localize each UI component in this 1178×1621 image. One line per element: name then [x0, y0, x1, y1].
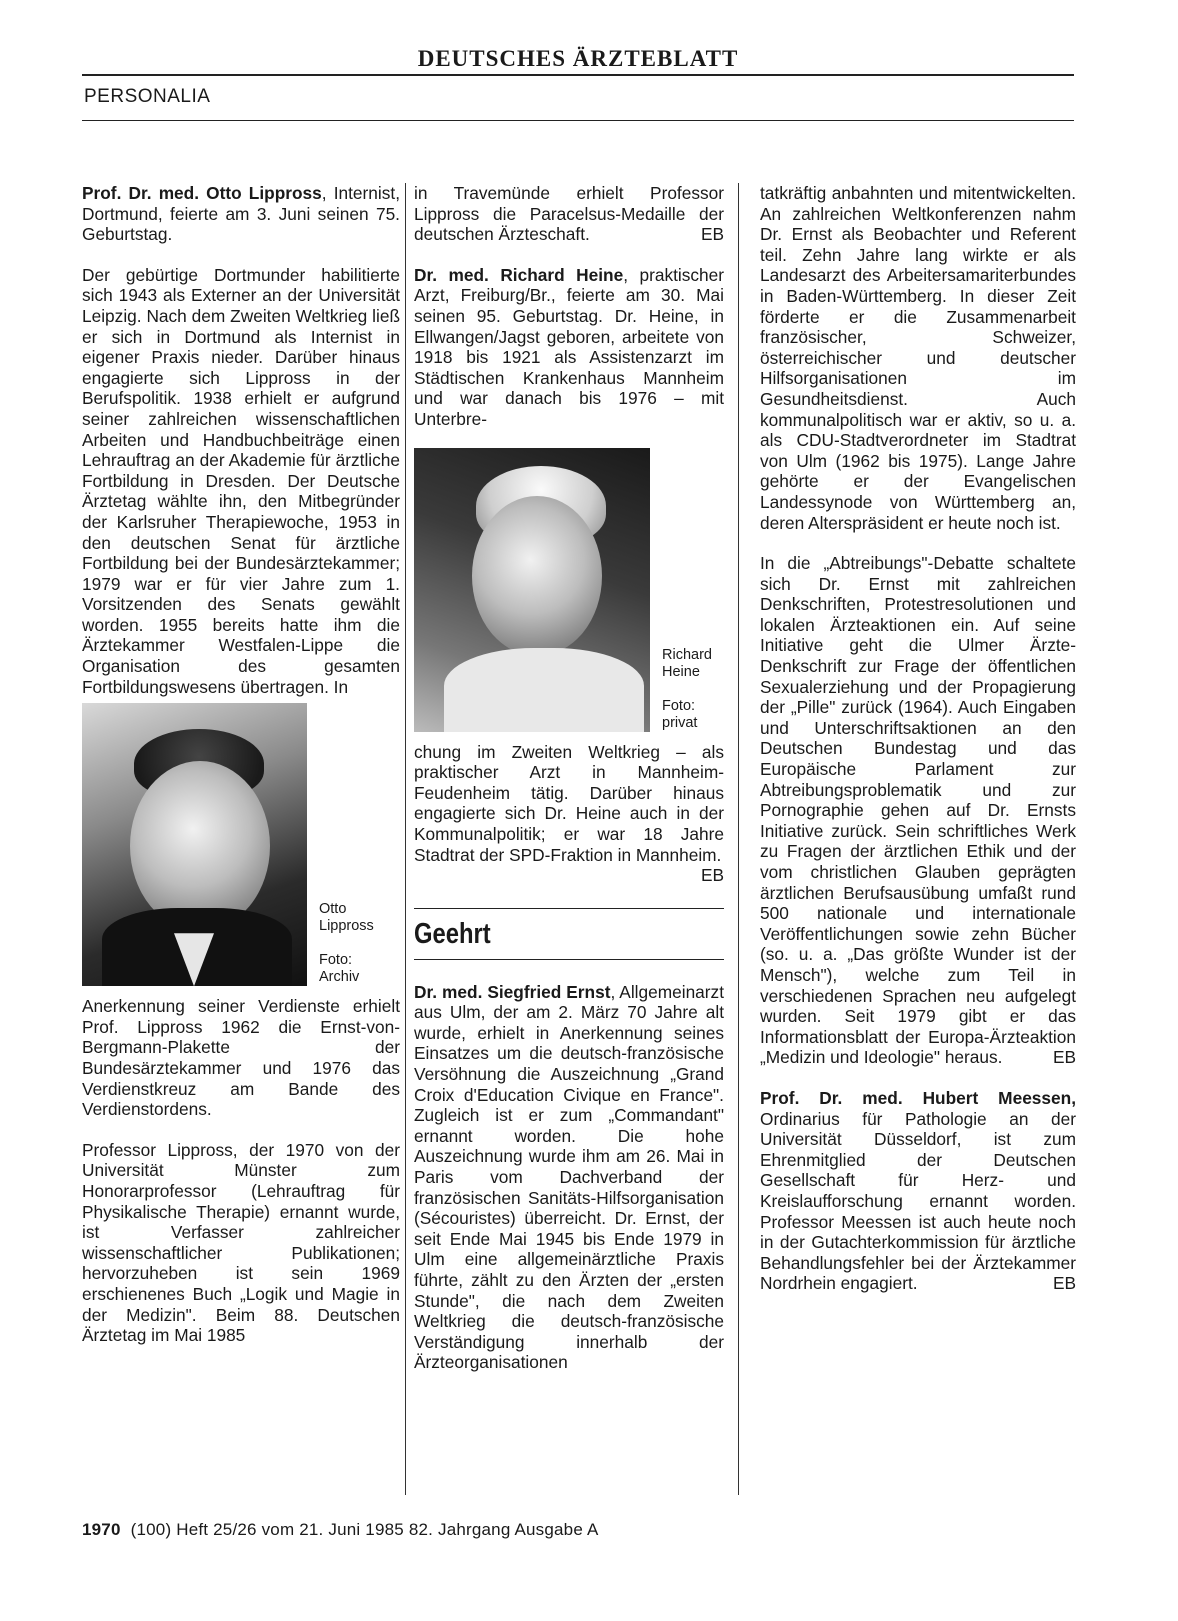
person-name: Dr. med. Richard Heine — [414, 264, 624, 285]
article-paragraph: Der gebürtige Dortmunder habilitierte sich 1943 als Externer an der Universität Leipzig. Nach dem Zweiten Weltkrieg ließ er sich in Dortmund als Internist in eigener Praxis nieder. Darüber hinaus engagierte sich Lippross in der Berufspolitik. 1938 erhielt er aufgrund seiner zahlreichen wissenschaftlichen Arbeiten und Handbuchbeiträge einen Lehrauftrag an der Akademie für ärztliche Fortbildung in Dresden. Der Deutsche Ärztetag wählte ihn, den Mitbegründer der Karlsruher Therapiewoche, 1953 in den deutschen Senat für ärztliche Fortbildung bei der Bundesärztekammer; 1979 war er für vier Jahre zum 1. Vorsitzenden des Senats gewählt worden. 1955 bereits hatte ihm die Ärztekammer Westfalen-Lippe die Organisation des gesamten Fortbildungswesens übertragen. In — [82, 264, 400, 697]
column-3 — [760, 183, 1076, 1493]
article-paragraph: chung im Zweiten Weltkrieg – als praktischer Arzt in Mannheim-Feudenheim tätig. Darüber hinaus engagierte sich Dr. Heine auch in der Kommunalpolitik; er war 18 Jahre Stadtrat der SPD-Fraktion in Mannheim. EB — [414, 741, 724, 886]
photo-caption: Otto Lippross Foto: Archiv — [319, 901, 374, 986]
photo-figure-heine — [414, 448, 724, 732]
heading-rule — [414, 908, 724, 909]
person-name: Prof. Dr. med. Hubert Meessen, — [760, 1087, 1076, 1108]
heading-rule — [414, 959, 724, 960]
article-ernst-intro: Dr. med. Siegfried Ernst, Allgemeinarzt aus Ulm, der am 2. März 70 Jahre alt wurde, erhielt in Anerkennung seines Einsatzes um die deutsch-französische Versöhnung die Auszeichnung „Grand Croix d'Education Civique en France". Zugleich ist er zum „Commandant" ernannt worden. Die hohe Auszeichnung wurde ihm am 26. Mai in Paris vom Dachverband der französischen Sanitäts-Hilfsorganisation (Sécouristes) überreicht. Dr. Ernst, der seit Ende Mai 1945 bis Ende 1979 in Ulm eine allgemeinärztliche Praxis führte, zählt zu den Ärzten der „ersten Stunde", die nach dem Zweiten Weltkrieg die deutsch-französische Verständigung innerhalb der Ärzteorganisationen — [414, 981, 724, 1373]
column-1 — [82, 183, 400, 1493]
article-paragraph: Anerkennung seiner Verdienste erhielt Prof. Lippross 1962 die Ernst-von-Bergmann-Plakette der Bundesärztekammer und 1976 das Verdienstkreuz am Bande des Verdienstordens. — [82, 996, 400, 1120]
person-name: Dr. med. Siegfried Ernst — [414, 981, 611, 1002]
author-signature: EB — [700, 865, 724, 886]
section-label: PERSONALIA — [84, 86, 211, 107]
article-paragraph: In die „Abtreibungs"-Debatte schaltete sich Dr. Ernst mit zahlreichen Denkschriften, Protestresolutionen und lokalen Ärzteaktionen ein. Auf seine Initiative geht die Ulmer Ärzte-Denkschrift zur Frage der öffentlichen Sexualerziehung und der Propagierung der „Pille" zurück (1964). Auch Eingaben und Unterschriftsaktionen an den Deutschen Bundestag und das Europäische Parlament zur Abtreibungsproblematik und zur Pornographie gehen auf Dr. Ernsts Initiative zurück. Sein schriftliches Werk zu Fragen der ärztlichen Ethik und der vom christlichen Glauben geprägten ärztlichen Berufsausübung umfaßt rund 500 nationale und internationale Veröffentlichungen sowie zehn Bücher (so. u. a. „Das größte Wunder ist der Mensch"), welche zum Teil in verschiedenen Sprachen neu aufgelegt wurden. Seit 1979 gibt er das Informationsblatt der Europa-Ärzteaktion „Medizin und Ideologie" heraus. EB — [760, 553, 1076, 1068]
column-divider — [405, 183, 406, 1495]
column-divider — [738, 183, 739, 1495]
author-signature: EB — [1052, 1047, 1076, 1068]
section-heading: Geehrt — [414, 917, 491, 950]
photo-caption: Richard Heine Foto: privat — [662, 646, 712, 731]
column-2 — [414, 183, 724, 1493]
photo-figure-lippross — [82, 703, 400, 986]
author-signature: EB — [1052, 1273, 1076, 1294]
article-paragraph: in Travemünde erhielt Professor Lippross die Paracelsus-Medaille der deutschen Ärzteschaft. EB — [414, 183, 724, 245]
page-footer — [82, 1520, 599, 1540]
journal-title: DEUTSCHES ÄRZTEBLATT — [417, 46, 739, 71]
portrait-photo — [82, 703, 307, 986]
article-paragraph: Professor Lippross, der 1970 von der Universität Münster zum Honorarprofessor (Lehrauftrag für Physikalische Therapie) ernannt wurde, ist Verfasser zahlreicher wissenschaftlicher Publikationen; hervorzuheben ist sein 1969 erschienenes Buch „Logik und Magie in der Medizin". Beim 88. Deutschen Ärztetag im Mai 1985 — [82, 1139, 400, 1346]
article-meessen: Prof. Dr. med. Hubert Meessen, Ordinarius für Pathologie an der Universität Düsseldorf, ist zum Ehrenmitglied der Deutschen Gesellschaft für Herz- und Kreislaufforschung ernannt worden. Professor Meessen ist auch heute noch in der Gutachterkommission für ärztliche Behandlungsfehler bei der Ärztekammer Nordrhein engagiert. EB — [760, 1087, 1076, 1294]
person-name: Prof. Dr. med. Otto Lippross — [82, 183, 322, 203]
article-paragraph: tatkräftig anbahnten und mitentwickelten. An zahlreichen Weltkonferenzen nahm Dr. Ernst als Beobachter und Referent teil. Zehn Jahre lang wirkte er als Landesarzt des Arbeitersamariterbundes in Baden-Württemberg. In dieser Zeit förderte er die Zusammenarbeit französischer, Schweizer, österreichischer und deutscher Hilfsorganisationen im Gesundheitsdienst. Auch kommunalpolitisch war er aktiv, so u. a. als CDU-Stadtverordneter im Stadtrat von Ulm (1962 bis 1975). Lange Jahre gehörte er der Evangelischen Landessynode von Württemberg an, deren Alterspräsident er heute noch ist. — [760, 183, 1076, 533]
page-number: 1970 — [82, 1520, 121, 1539]
section-rule — [82, 120, 1074, 121]
article-heine-intro: Dr. med. Richard Heine, praktischer Arzt, Freiburg/Br., feierte am 30. Mai seinen 95. Geburtstag. Dr. Heine, in Ellwangen/Jagst geboren, arbeitete von 1918 bis 1921 als Assistenzarzt im Städtischen Krankenhaus Mannheim und war danach bis 1976 – mit Unterbre- — [414, 264, 724, 429]
article-lippross-intro: Prof. Dr. med. Otto Lippross, Internist, Dortmund, feierte am 3. Juni seinen 75. Geburtstag. — [82, 183, 400, 245]
portrait-photo — [414, 448, 650, 732]
issue-info: (100) Heft 25/26 vom 21. Juni 1985 82. Jahrgang Ausgabe A — [130, 1520, 599, 1539]
header-rule — [82, 74, 1074, 76]
author-signature: EB — [700, 224, 724, 245]
